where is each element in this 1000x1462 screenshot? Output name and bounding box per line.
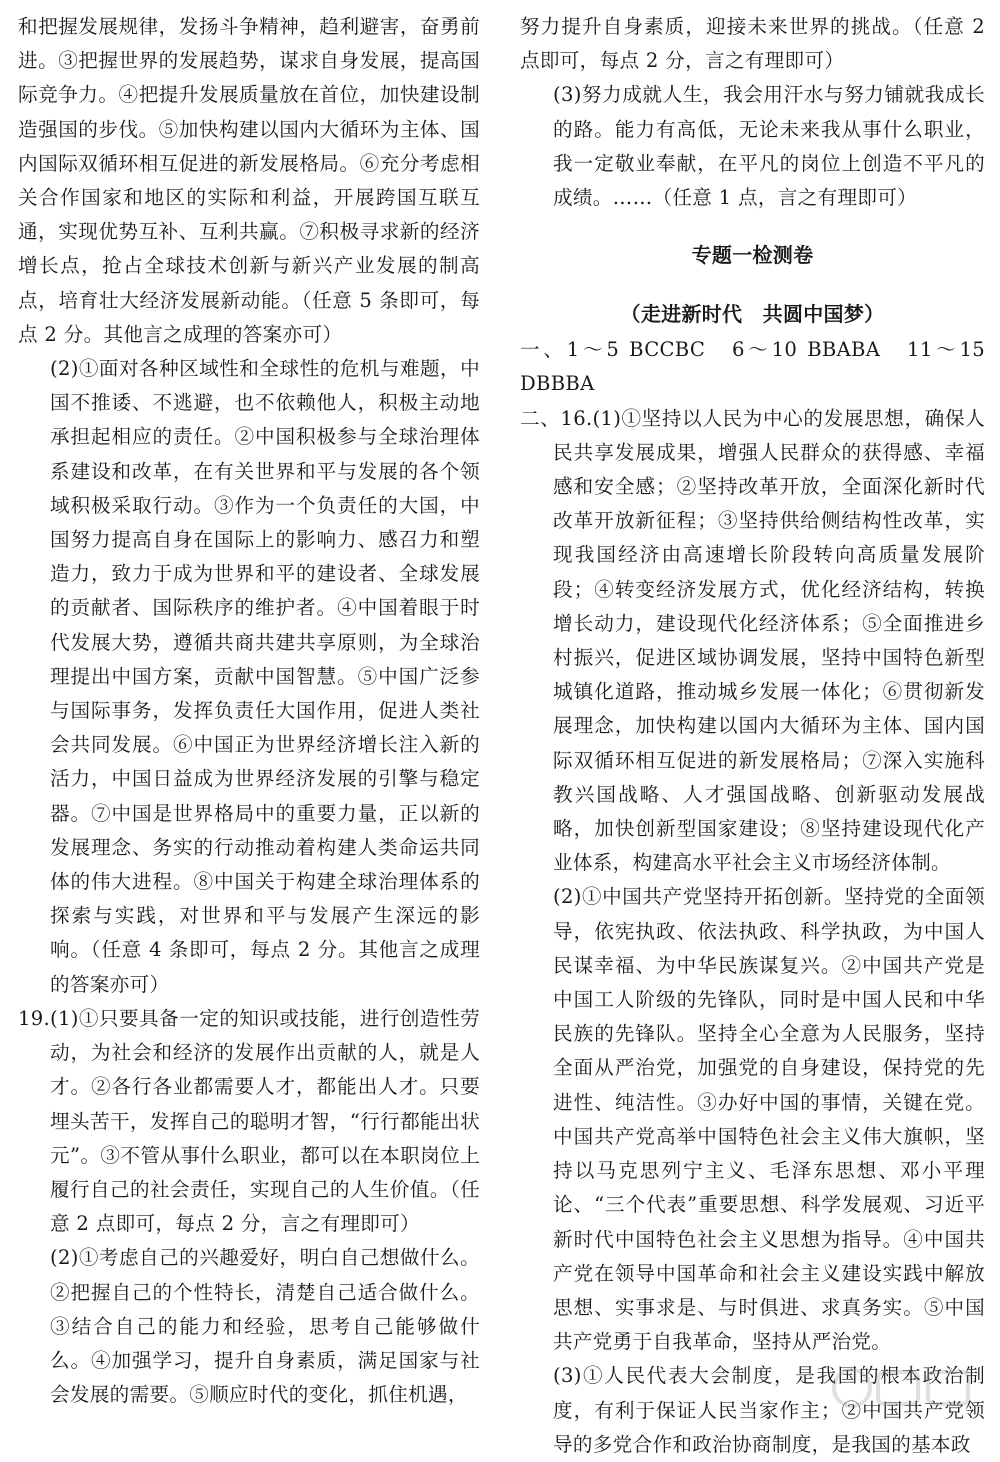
right-column [520, 10, 985, 1462]
answer-paragraph-19-2: (2)①考虑自己的兴趣爱好，明白自己想做什么。②把握自己的个性特长，清楚自己适合做什么。③结合自己的能力和经验，思考自己能够做什么。④加强学习，提升自身素质，满足国家与社会发展的需要。⑤顺应时代的变化，抓住机遇， [50, 1246, 480, 1407]
answer-paragraph-16-1: 二、16.(1)①坚持以人民为中心的发展思想，确保人民共享发展成果，增强人民群众的获得感、幸福感和安全感；②坚持改革开放，全面深化新时代改革开放新征程；③坚持供给侧结构性改革，实现我国经济由高速增长阶段转向高质量发展阶段；④转变经济发展方式，优化经济结构，转换增长动力，建设现代化经济体系；⑤全面推进乡村振兴，促进区域协调发展，坚持中国特色新型城镇化道路，推动城乡发展一体化；⑥贯彻新发展理念，加快构建以国内大循环为主体、国内国际双循环相互促进的新发展格局；⑦深入实施科教兴国战略、人才强国战略、创新驱动发展战略，加快创新型国家建设；⑧坚持建设现代化产业体系，构建高水平社会主义市场经济体制。 [520, 406, 985, 875]
answer-paragraph-19-3: (3)努力成就人生，我会用汗水与努力铺就我成长的路。能力有高低，无论未来我从事什么职业，我一定敬业奉献，在平凡的岗位上创造不平凡的成绩。……（任意 1 点，言之有理即可） [553, 83, 985, 210]
watermark-logo [830, 1358, 980, 1418]
answer-paragraph-18-1-continued: 和把握发展规律，发扬斗争精神，趋利避害，奋勇前进。③把握世界的发展趋势，谋求自身发展，提高国际竞争力。④把提升发展质量放在首位，加快建设制造强国的步伐。⑤加快构建以国内大循环为主体、国内国际双循环相互促进的新发展格局。⑥充分考虑相关合作国家和地区的实际和利益，开展跨国互联互通，实现优势互补、互利共赢。⑦积极寻求新的经济增长点，抢占全球技术创新与新兴产业发展的制高点，培育壮大经济发展新动能。（任意 5 条即可，每点 2 分。其他言之成理的答案亦可） [18, 15, 480, 346]
answer-paragraph-16-3: (3)①人民代表大会制度，是我国的根本政治制度，有利于保证人民当家作主；②中国共产党领导的多党合作和政治协商制度，是我国的基本政 [553, 1364, 985, 1456]
left-column [18, 10, 480, 1412]
answer-paragraph-19-1: 19.(1)①只要具备一定的知识或技能，进行创造性劳动，为社会和经济的发展作出贡献的人，就是人才。②各行各业都需要人才，都能出人才。只要埋头苦干，发挥自己的聪明才智，“行行都能出状元”。③不管从事什么职业，都可以在本职岗位上履行自己的社会责任，实现自己的人生价值。（任意 2 点即可，每点 2 分，言之有理即可） [18, 1006, 480, 1236]
answer-paragraph-16-2: (2)①中国共产党坚持开拓创新。坚持党的全面领导，依宪执政、依法执政、科学执政，为中国人民谋幸福、为中华民族谋复兴。②中国共产党是中国工人阶级的先锋队，同时是中国人民和中华民族的先锋队。坚持全心全意为人民服务，坚持全面从严治党，加强党的自身建设，保持党的先进性、纯洁性。③办好中国的事情，关键在党。中国共产党高举中国特色社会主义伟大旗帜，坚持以马克思列宁主义、毛泽东思想、邓小平理论、“三个代表”重要思想、科学发展观、习近平新时代中国特色社会主义思想为指导。④中国共产党在领导中国革命和社会主义建设实践中解放思想、实事求是、与时俱进、求真务实。⑤中国共产党勇于自我革命，坚持从严治党。 [553, 885, 985, 1354]
answer-paragraph-19-2-continued: 努力提升自身素质，迎接未来世界的挑战。（任意 2 点即可，每点 2 分，言之有理即可） [520, 15, 985, 73]
multiple-choice-answers: 一、1～5 BCCBC 6～10 BBABA 11～15 DBBBA [520, 338, 985, 396]
section-heading: 专题一检测卷 [691, 243, 814, 268]
answer-paragraph-18-2: (2)①面对各种区域性和全球性的危机与难题，中国不推诿、不逃避，也不依赖他人，积极主动地承担起相应的责任。②中国积极参与全球治理体系建设和改革，在有关世界和平与发展的各个领域积极采取行动。③作为一个负责任的大国，中国努力提高自身在国际上的影响力、感召力和塑造力，致力于成为世界和平的建设者、全球发展的贡献者、国际秩序的维护者。④中国着眼于时代发展大势，遵循共商共建共享原则，为全球治理提出中国方案，贡献中国智慧。⑤中国广泛参与国际事务，发挥负责任大国作用，促进人类社会共同发展。⑥中国正为世界经济增长注入新的活力，中国日益成为世界经济发展的引擎与稳定器。⑦中国是世界格局中的重要力量，正以新的发展理念、务实的行动推动着构建人类命运共同体的伟大进程。⑧中国关于构建全球治理体系的探索与实践，对世界和平与发展产生深远的影响。（任意 4 条即可，每点 2 分。其他言之成理的答案亦可） [50, 357, 480, 996]
section-subheading: （走进新时代 共圆中国梦） [620, 302, 885, 327]
